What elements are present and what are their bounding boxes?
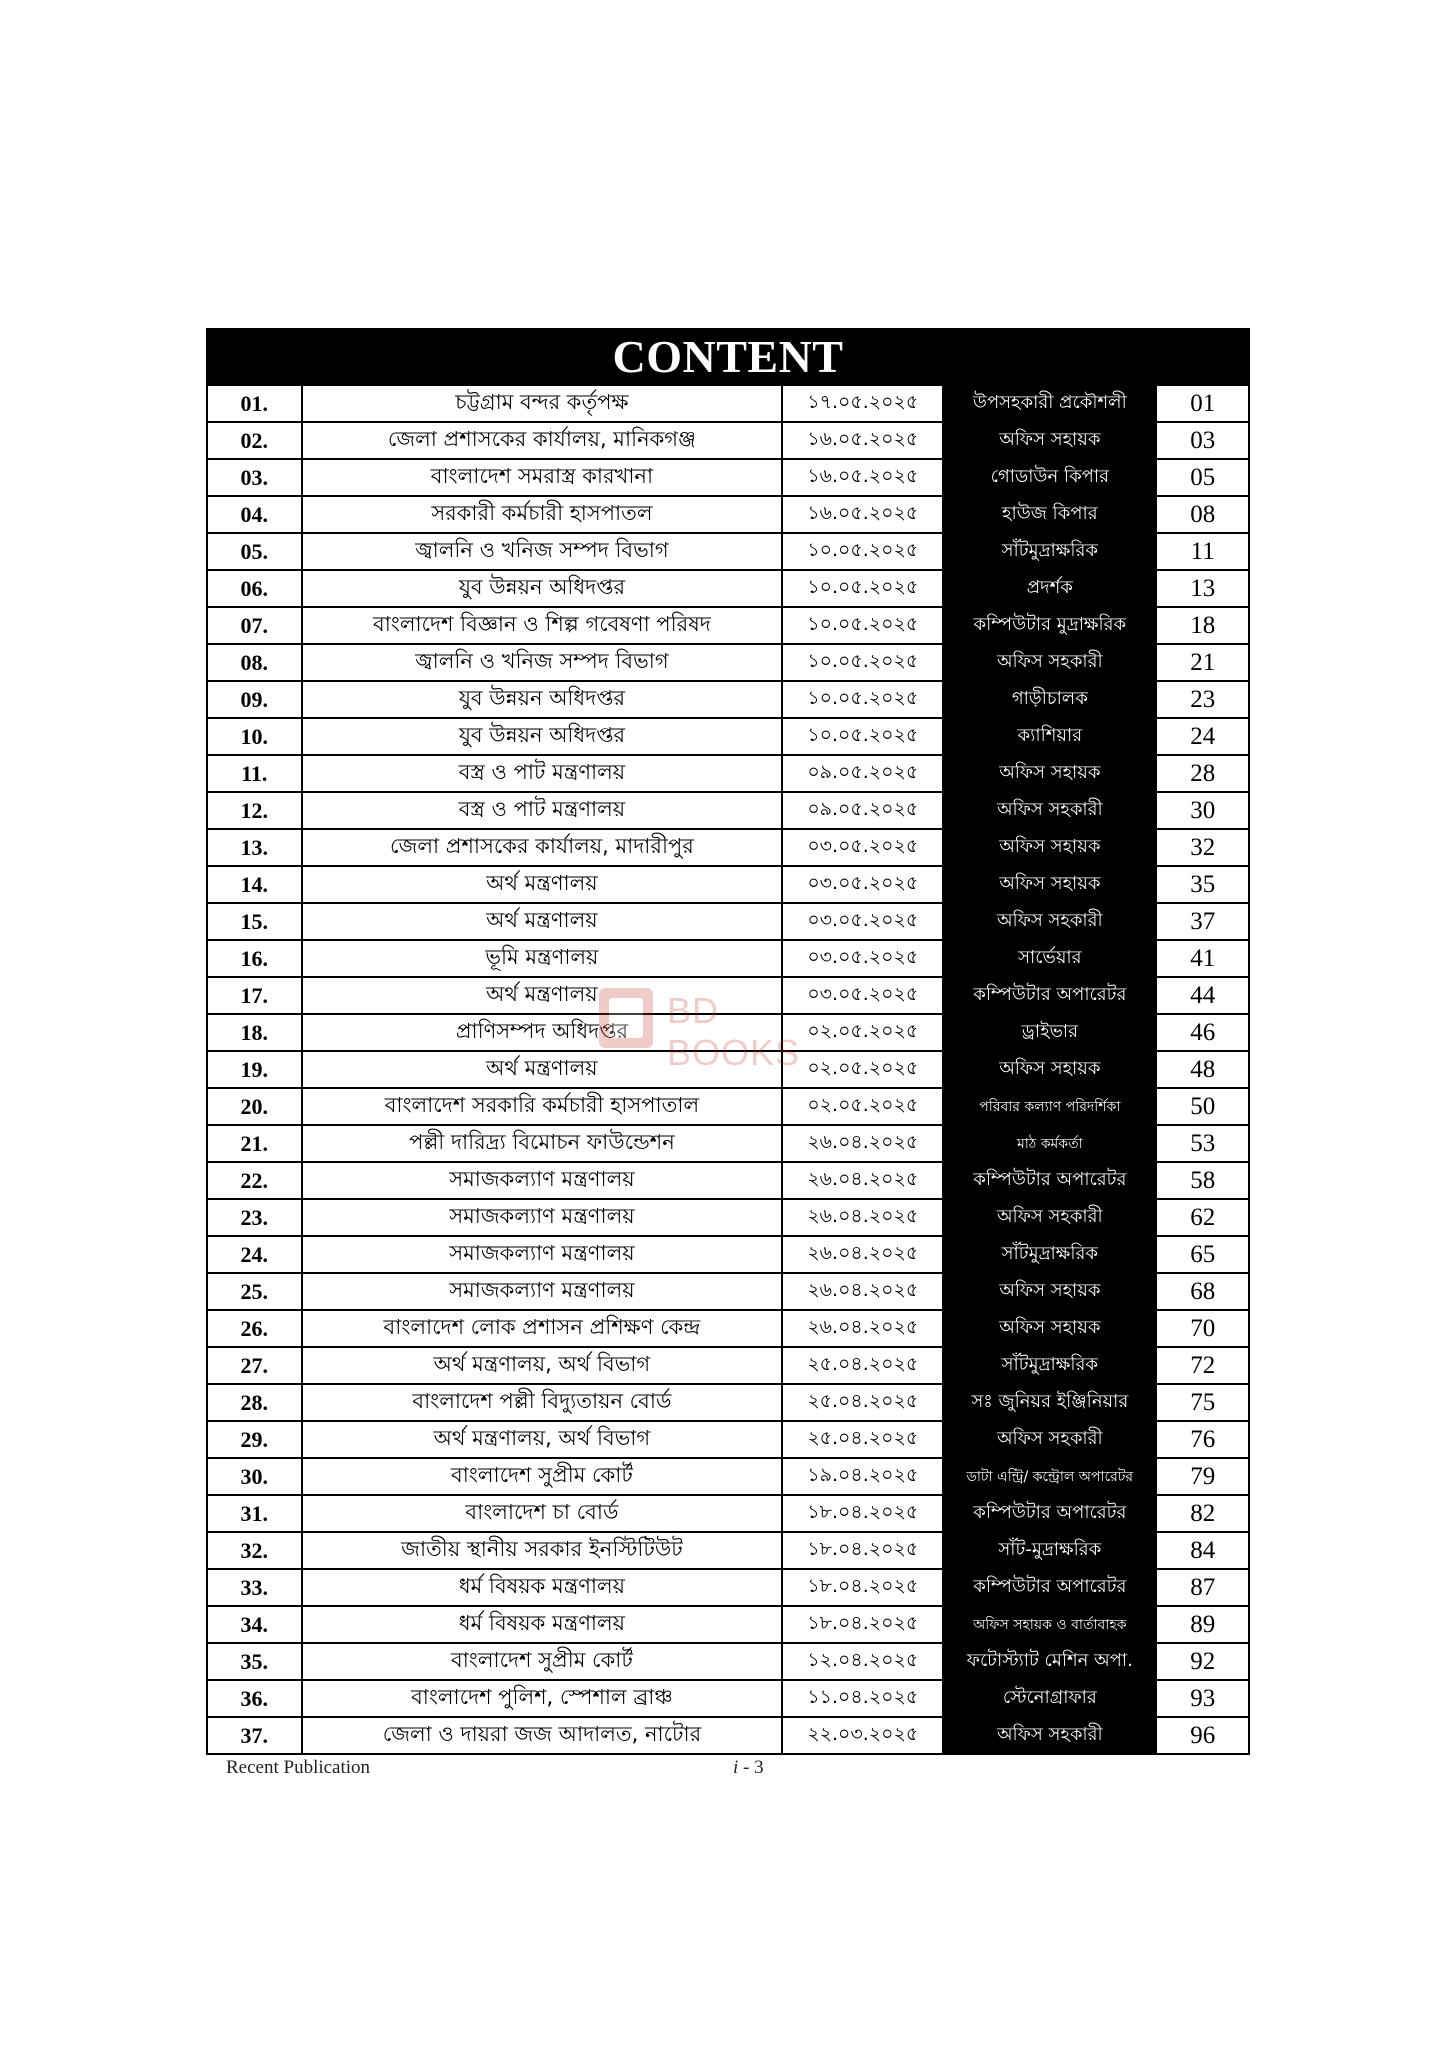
page-prefix: i — [733, 1757, 739, 1778]
post-name: কম্পিউটার অপারেটর — [943, 977, 1156, 1014]
page-number: 87 — [1156, 1569, 1249, 1606]
table-row — [207, 866, 1249, 903]
exam-date: ১২.০৪.২০২৫ — [782, 1643, 943, 1680]
organization-name: সরকারী কর্মচারী হাসপাতল — [302, 496, 783, 533]
table-row — [207, 1495, 1249, 1532]
post-name: কম্পিউটার অপারেটর — [943, 1162, 1156, 1199]
table-row — [207, 607, 1249, 644]
exam-date: ০৩.০৫.২০২৫ — [782, 866, 943, 903]
exam-date: ১৯.০৪.২০২৫ — [782, 1458, 943, 1495]
exam-date: ২৬.০৪.২০২৫ — [782, 1236, 943, 1273]
row-number: 26. — [207, 1310, 302, 1347]
post-name: ফটোস্ট্যাট মেশিন অপা. — [943, 1643, 1156, 1680]
exam-date: ১৮.০৪.২০২৫ — [782, 1495, 943, 1532]
organization-name: বাংলাদেশ সুপ্রীম কোর্ট — [302, 1643, 783, 1680]
row-number: 32. — [207, 1532, 302, 1569]
post-name: উপসহকারী প্রকৌশলী — [943, 385, 1156, 422]
page-number: 24 — [1156, 718, 1249, 755]
row-number: 23. — [207, 1199, 302, 1236]
organization-name: জেলা ও দায়রা জজ আদালত, নাটোর — [302, 1717, 783, 1754]
organization-name: যুব উন্নয়ন অধিদপ্তর — [302, 681, 783, 718]
page-number: 05 — [1156, 459, 1249, 496]
post-name: অফিস সহকারী — [943, 792, 1156, 829]
page-number: 32 — [1156, 829, 1249, 866]
exam-date: ০৩.০৫.২০২৫ — [782, 940, 943, 977]
page-number: 28 — [1156, 755, 1249, 792]
table-row — [207, 1125, 1249, 1162]
organization-name: পল্লী দারিদ্র্য বিমোচন ফাউন্ডেশন — [302, 1125, 783, 1162]
page-number: 53 — [1156, 1125, 1249, 1162]
exam-date: ১৬.০৫.২০২৫ — [782, 496, 943, 533]
exam-date: ০২.০৫.২০২৫ — [782, 1051, 943, 1088]
table-row — [207, 940, 1249, 977]
organization-name: জ্বালনি ও খনিজ সম্পদ বিভাগ — [302, 644, 783, 681]
post-name: হাউজ কিপার — [943, 496, 1156, 533]
row-number: 28. — [207, 1384, 302, 1421]
exam-date: ২৬.০৪.২০২৫ — [782, 1199, 943, 1236]
row-number: 19. — [207, 1051, 302, 1088]
page-number: 13 — [1156, 570, 1249, 607]
exam-date: ০৩.০৫.২০২৫ — [782, 977, 943, 1014]
page-number: 84 — [1156, 1532, 1249, 1569]
organization-name: জেলা প্রশাসকের কার্যালয়, মানিকগঞ্জ — [302, 422, 783, 459]
organization-name: বাংলাদেশ পল্লী বিদ্যুতায়ন বোর্ড — [302, 1384, 783, 1421]
post-name: গোডাউন কিপার — [943, 459, 1156, 496]
table-row — [207, 533, 1249, 570]
organization-name: অর্থ মন্ত্রণালয় — [302, 977, 783, 1014]
organization-name: অর্থ মন্ত্রণালয় — [302, 866, 783, 903]
page-number: 03 — [1156, 422, 1249, 459]
row-number: 17. — [207, 977, 302, 1014]
table-row — [207, 755, 1249, 792]
page-number: 89 — [1156, 1606, 1249, 1643]
post-name: গাড়ীচালক — [943, 681, 1156, 718]
contents-table — [206, 384, 1250, 1755]
table-row — [207, 829, 1249, 866]
post-name: সাঁটমুদ্রাক্ষরিক — [943, 533, 1156, 570]
page-number: 76 — [1156, 1421, 1249, 1458]
content-section — [206, 328, 1250, 1755]
row-number: 15. — [207, 903, 302, 940]
row-number: 14. — [207, 866, 302, 903]
organization-name: অর্থ মন্ত্রণালয় — [302, 1051, 783, 1088]
exam-date: ১৬.০৫.২০২৫ — [782, 422, 943, 459]
table-row — [207, 1717, 1249, 1754]
organization-name: প্রাণিসম্পদ অধিদপ্তর — [302, 1014, 783, 1051]
page-number: 48 — [1156, 1051, 1249, 1088]
organization-name: যুব উন্নয়ন অধিদপ্তর — [302, 570, 783, 607]
page-number: 50 — [1156, 1088, 1249, 1125]
organization-name: সমাজকল্যাণ মন্ত্রণালয় — [302, 1162, 783, 1199]
row-number: 08. — [207, 644, 302, 681]
organization-name: ধর্ম বিষয়ক মন্ত্রণালয় — [302, 1606, 783, 1643]
organization-name: বস্ত্র ও পাট মন্ত্রণালয় — [302, 755, 783, 792]
row-number: 31. — [207, 1495, 302, 1532]
table-row — [207, 1569, 1249, 1606]
row-number: 04. — [207, 496, 302, 533]
post-name: অফিস সহায়ক — [943, 1051, 1156, 1088]
page-number: 79 — [1156, 1458, 1249, 1495]
footer-publication-label: Recent Publication — [226, 1757, 371, 1778]
page-number: 96 — [1156, 1717, 1249, 1754]
organization-name: সমাজকল্যাণ মন্ত্রণালয় — [302, 1236, 783, 1273]
organization-name: জ্বালনি ও খনিজ সম্পদ বিভাগ — [302, 533, 783, 570]
post-name: পরিবার কল্যাণ পরিদর্শিকা — [943, 1088, 1156, 1125]
row-number: 02. — [207, 422, 302, 459]
table-row — [207, 422, 1249, 459]
post-name: মাঠ কর্মকর্তা — [943, 1125, 1156, 1162]
post-name: অফিস সহকারী — [943, 903, 1156, 940]
organization-name: বাংলাদেশ সরকারি কর্মচারী হাসপাতাল — [302, 1088, 783, 1125]
post-name: ডাটা এন্ট্রি/ কন্ট্রোল অপারেটর — [943, 1458, 1156, 1495]
exam-date: ২৬.০৪.২০২৫ — [782, 1310, 943, 1347]
page-number: 44 — [1156, 977, 1249, 1014]
post-name: সঃ জুনিয়র ইঞ্জিনিয়ার — [943, 1384, 1156, 1421]
table-row — [207, 792, 1249, 829]
row-number: 36. — [207, 1680, 302, 1717]
organization-name: অর্থ মন্ত্রণালয় — [302, 903, 783, 940]
table-row — [207, 1532, 1249, 1569]
row-number: 13. — [207, 829, 302, 866]
exam-date: ১৮.০৪.২০২৫ — [782, 1606, 943, 1643]
page-number: 75 — [1156, 1384, 1249, 1421]
row-number: 29. — [207, 1421, 302, 1458]
table-row — [207, 1014, 1249, 1051]
organization-name: অর্থ মন্ত্রণালয়, অর্থ বিভাগ — [302, 1421, 783, 1458]
table-row — [207, 1236, 1249, 1273]
exam-date: ১১.০৪.২০২৫ — [782, 1680, 943, 1717]
exam-date: ২৬.০৪.২০২৫ — [782, 1273, 943, 1310]
table-row — [207, 1347, 1249, 1384]
post-name: প্রদর্শক — [943, 570, 1156, 607]
row-number: 33. — [207, 1569, 302, 1606]
exam-date: ২৫.০৪.২০২৫ — [782, 1384, 943, 1421]
table-row — [207, 1606, 1249, 1643]
exam-date: ০৩.০৫.২০২৫ — [782, 903, 943, 940]
table-row — [207, 1273, 1249, 1310]
row-number: 10. — [207, 718, 302, 755]
row-number: 34. — [207, 1606, 302, 1643]
post-name: কম্পিউটার অপারেটর — [943, 1495, 1156, 1532]
exam-date: ১৭.০৫.২০২৫ — [782, 385, 943, 422]
watermark-text: BD BOOKS — [667, 990, 801, 1073]
post-name: অফিস সহকারী — [943, 644, 1156, 681]
row-number: 07. — [207, 607, 302, 644]
page-number: 93 — [1156, 1680, 1249, 1717]
table-row — [207, 903, 1249, 940]
organization-name: জেলা প্রশাসকের কার্যালয়, মাদারীপুর — [302, 829, 783, 866]
row-number: 03. — [207, 459, 302, 496]
table-row — [207, 459, 1249, 496]
organization-name: বাংলাদেশ বিজ্ঞান ও শিল্প গবেষণা পরিষদ — [302, 607, 783, 644]
post-name: সাঁটমুদ্রাক্ষরিক — [943, 1347, 1156, 1384]
row-number: 16. — [207, 940, 302, 977]
page-number: 37 — [1156, 903, 1249, 940]
exam-date: ২৫.০৪.২০২৫ — [782, 1421, 943, 1458]
table-row — [207, 644, 1249, 681]
table-row — [207, 1643, 1249, 1680]
table-row — [207, 1421, 1249, 1458]
exam-date: ০৯.০৫.২০২৫ — [782, 755, 943, 792]
table-row — [207, 570, 1249, 607]
post-name: সার্ভেয়ার — [943, 940, 1156, 977]
table-row — [207, 1458, 1249, 1495]
row-number: 18. — [207, 1014, 302, 1051]
row-number: 09. — [207, 681, 302, 718]
page-number: 41 — [1156, 940, 1249, 977]
organization-name: বাংলাদেশ সুপ্রীম কোর্ট — [302, 1458, 783, 1495]
page-number: 62 — [1156, 1199, 1249, 1236]
table-row — [207, 1162, 1249, 1199]
exam-date: ১০.০৫.২০২৫ — [782, 607, 943, 644]
organization-name: চট্টগ্রাম বন্দর কর্তৃপক্ষ — [302, 385, 783, 422]
row-number: 01. — [207, 385, 302, 422]
organization-name: বস্ত্র ও পাট মন্ত্রণালয় — [302, 792, 783, 829]
post-name: অফিস সহায়ক — [943, 829, 1156, 866]
exam-date: ২২.০৩.২০২৫ — [782, 1717, 943, 1754]
page-number: 23 — [1156, 681, 1249, 718]
row-number: 25. — [207, 1273, 302, 1310]
table-row — [207, 1199, 1249, 1236]
row-number: 20. — [207, 1088, 302, 1125]
row-number: 06. — [207, 570, 302, 607]
organization-name: বাংলাদেশ সমরাস্ত্র কারখানা — [302, 459, 783, 496]
table-row — [207, 1088, 1249, 1125]
contents-table-body — [207, 385, 1249, 1754]
post-name: অফিস সহায়ক — [943, 422, 1156, 459]
table-row — [207, 1680, 1249, 1717]
row-number: 22. — [207, 1162, 302, 1199]
row-number: 24. — [207, 1236, 302, 1273]
exam-date: ০৩.০৫.২০২৫ — [782, 829, 943, 866]
row-number: 27. — [207, 1347, 302, 1384]
organization-name: বাংলাদেশ লোক প্রশাসন প্রশিক্ষণ কেন্দ্র — [302, 1310, 783, 1347]
table-row — [207, 385, 1249, 422]
exam-date: ১৬.০৫.২০২৫ — [782, 459, 943, 496]
post-name: অফিস সহায়ক — [943, 755, 1156, 792]
row-number: 11. — [207, 755, 302, 792]
post-name: ক্যাশিয়ার — [943, 718, 1156, 755]
exam-date: ১০.০৫.২০২৫ — [782, 644, 943, 681]
row-number: 21. — [207, 1125, 302, 1162]
post-name: কম্পিউটার মুদ্রাক্ষরিক — [943, 607, 1156, 644]
exam-date: ২৬.০৪.২০২৫ — [782, 1125, 943, 1162]
page-number: 82 — [1156, 1495, 1249, 1532]
organization-name: অর্থ মন্ত্রণালয়, অর্থ বিভাগ — [302, 1347, 783, 1384]
page-number: 92 — [1156, 1643, 1249, 1680]
page-number: 30 — [1156, 792, 1249, 829]
page-number: 68 — [1156, 1273, 1249, 1310]
post-name: অফিস সহকারী — [943, 1717, 1156, 1754]
post-name: অফিস সহকারী — [943, 1421, 1156, 1458]
table-row — [207, 1310, 1249, 1347]
page-number: 08 — [1156, 496, 1249, 533]
exam-date: ১৮.০৪.২০২৫ — [782, 1532, 943, 1569]
post-name: অফিস সহকারী — [943, 1199, 1156, 1236]
post-name: কম্পিউটার অপারেটর — [943, 1569, 1156, 1606]
post-name: অফিস সহায়ক — [943, 1273, 1156, 1310]
table-row — [207, 977, 1249, 1014]
content-title: CONTENT — [206, 328, 1250, 384]
row-number: 37. — [207, 1717, 302, 1754]
exam-date: ২৫.০৪.২০২৫ — [782, 1347, 943, 1384]
post-name: সাঁট-মুদ্রাক্ষরিক — [943, 1532, 1156, 1569]
table-row — [207, 718, 1249, 755]
page-number: 18 — [1156, 607, 1249, 644]
exam-date: ০২.০৫.২০২৫ — [782, 1014, 943, 1051]
post-name: অফিস সহায়ক — [943, 866, 1156, 903]
organization-name: যুব উন্নয়ন অধিদপ্তর — [302, 718, 783, 755]
exam-date: ১০.০৫.২০২৫ — [782, 533, 943, 570]
row-number: 35. — [207, 1643, 302, 1680]
row-number: 30. — [207, 1458, 302, 1495]
table-row — [207, 1051, 1249, 1088]
exam-date: ১০.০৫.২০২৫ — [782, 570, 943, 607]
organization-name: ধর্ম বিষয়ক মন্ত্রণালয় — [302, 1569, 783, 1606]
page-number: 01 — [1156, 385, 1249, 422]
page-number: 35 — [1156, 866, 1249, 903]
organization-name: বাংলাদেশ চা বোর্ড — [302, 1495, 783, 1532]
exam-date: ০৯.০৫.২০২৫ — [782, 792, 943, 829]
page-number: 65 — [1156, 1236, 1249, 1273]
page-number: 70 — [1156, 1310, 1249, 1347]
organization-name: ভূমি মন্ত্রণালয় — [302, 940, 783, 977]
row-number: 05. — [207, 533, 302, 570]
post-name: অফিস সহায়ক — [943, 1310, 1156, 1347]
row-number: 12. — [207, 792, 302, 829]
post-name: ড্রাইভার — [943, 1014, 1156, 1051]
page-number: 21 — [1156, 644, 1249, 681]
page-number: 58 — [1156, 1162, 1249, 1199]
exam-date: ০২.০৫.২০২৫ — [782, 1088, 943, 1125]
page-number: 11 — [1156, 533, 1249, 570]
post-name: স্টেনোগ্রাফার — [943, 1680, 1156, 1717]
organization-name: সমাজকল্যাণ মন্ত্রণালয় — [302, 1273, 783, 1310]
organization-name: সমাজকল্যাণ মন্ত্রণালয় — [302, 1199, 783, 1236]
table-row — [207, 496, 1249, 533]
footer-page-number — [733, 1757, 764, 1779]
post-name: অফিস সহায়ক ও বার্তাবাহক — [943, 1606, 1156, 1643]
table-row — [207, 1384, 1249, 1421]
page-number: 72 — [1156, 1347, 1249, 1384]
page-number: 46 — [1156, 1014, 1249, 1051]
exam-date: ১০.০৫.২০২৫ — [782, 681, 943, 718]
organization-name: বাংলাদেশ পুলিশ, স্পেশাল ব্রাঞ্চ — [302, 1680, 783, 1717]
table-row — [207, 681, 1249, 718]
post-name: সাঁটমুদ্রাক্ষরিক — [943, 1236, 1156, 1273]
organization-name: জাতীয় স্থানীয় সরকার ইনস্টিটিউট — [302, 1532, 783, 1569]
exam-date: ২৬.০৪.২০২৫ — [782, 1162, 943, 1199]
exam-date: ১০.০৫.২০২৫ — [782, 718, 943, 755]
exam-date: ১৮.০৪.২০২৫ — [782, 1569, 943, 1606]
page-suffix: - 3 — [738, 1757, 764, 1778]
